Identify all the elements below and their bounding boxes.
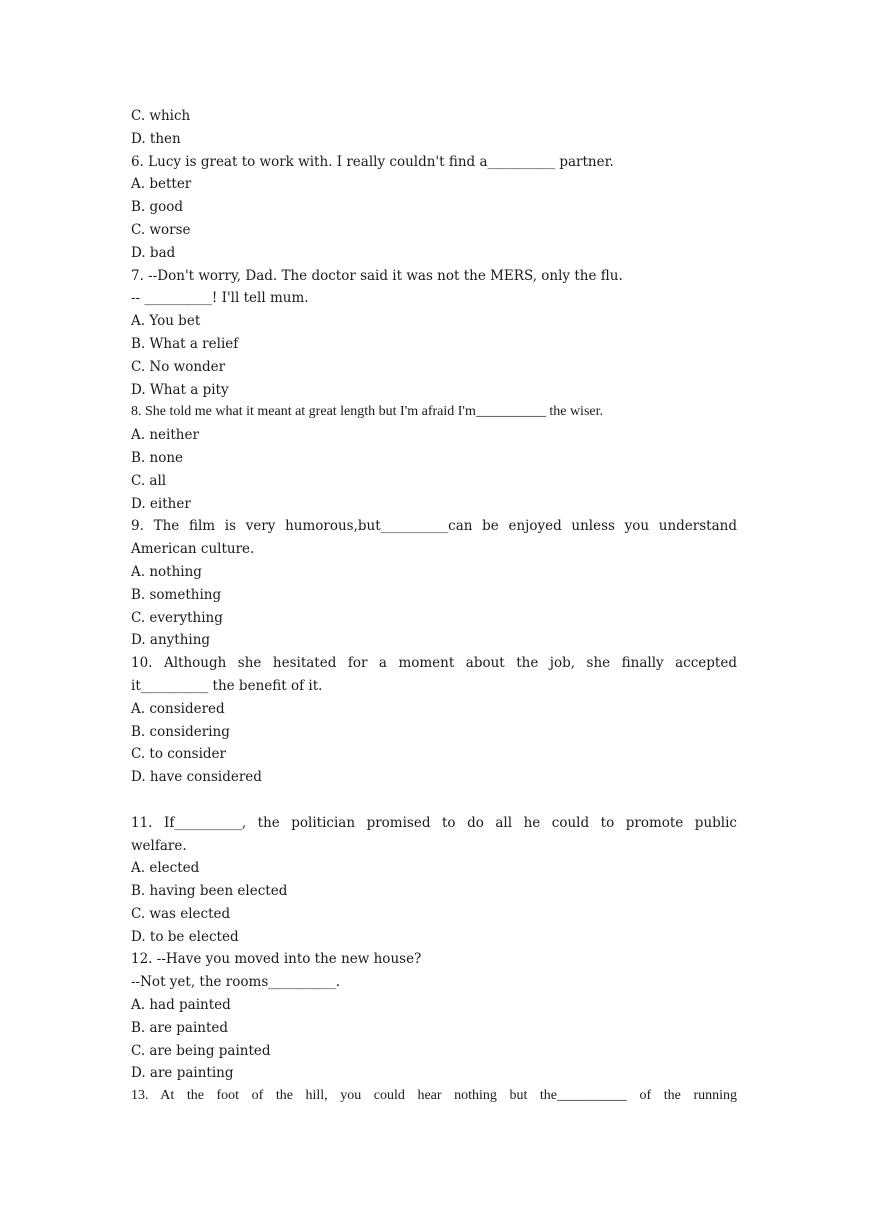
option-d: D. to be elected bbox=[131, 928, 239, 945]
option-a: A. You bet bbox=[131, 313, 201, 330]
option-d: D. then bbox=[131, 130, 181, 147]
option-b: B. having been elected bbox=[131, 883, 288, 900]
question-12: 12. --Have you moved into the new house? bbox=[131, 951, 422, 968]
question-9: 9. The film is very humorous,but__________can be enjoyed unless you understand bbox=[131, 518, 737, 535]
question-8: 8. She told me what it meant at great length but I'm afraid I'm__________ the wiser. bbox=[131, 404, 603, 420]
option-a: A. neither bbox=[131, 427, 199, 444]
question-6: 6. Lucy is great to work with. I really couldn't find a__________ partner. bbox=[131, 153, 614, 170]
option-a: A. nothing bbox=[131, 563, 202, 580]
option-c: C. was elected bbox=[131, 905, 231, 922]
option-b: B. good bbox=[131, 199, 184, 216]
option-c: C. all bbox=[131, 472, 167, 489]
option-d: D. bad bbox=[131, 244, 176, 261]
paragraph-spacer bbox=[131, 789, 737, 812]
question-13: 13. At the foot of the hill, you could hear nothing but the__________ of the running bbox=[131, 1088, 737, 1104]
question-7-reply: -- __________! I'll tell mum. bbox=[131, 290, 309, 307]
option-a: A. had painted bbox=[131, 997, 231, 1014]
option-c: C. everything bbox=[131, 609, 223, 626]
question-11-continued: welfare. bbox=[131, 837, 187, 854]
option-c: C. worse bbox=[131, 221, 191, 238]
option-a: A. better bbox=[131, 176, 192, 193]
question-9-continued: American culture. bbox=[131, 541, 255, 558]
option-d: D. are painting bbox=[131, 1065, 234, 1082]
option-d: D. What a pity bbox=[131, 381, 229, 398]
question-10-continued: it__________ the benefit of it. bbox=[131, 677, 323, 694]
option-c: C. are being painted bbox=[131, 1042, 271, 1059]
option-b: B. none bbox=[131, 449, 184, 466]
option-b: B. considering bbox=[131, 723, 230, 740]
option-c: C. to consider bbox=[131, 746, 226, 763]
option-b: B. are painted bbox=[131, 1019, 229, 1036]
option-c: C. which bbox=[131, 108, 191, 124]
option-c: C. No wonder bbox=[131, 358, 226, 375]
question-7: 7. --Don't worry, Dad. The doctor said it was not the MERS, only the flu. bbox=[131, 267, 623, 284]
document-page bbox=[131, 105, 737, 1108]
question-10: 10. Although she hesitated for a moment about the job, she finally accepted bbox=[131, 655, 737, 672]
option-d: D. either bbox=[131, 495, 191, 512]
option-d: D. have considered bbox=[131, 769, 262, 786]
option-a: A. elected bbox=[131, 860, 200, 877]
option-a: A. considered bbox=[131, 700, 225, 717]
option-d: D. anything bbox=[131, 632, 211, 649]
option-b: B. something bbox=[131, 586, 222, 603]
option-b: B. What a relief bbox=[131, 335, 239, 352]
question-11: 11. If__________, the politician promised to do all he could to promote public bbox=[131, 814, 737, 831]
question-12-reply: --Not yet, the rooms__________. bbox=[131, 974, 341, 991]
